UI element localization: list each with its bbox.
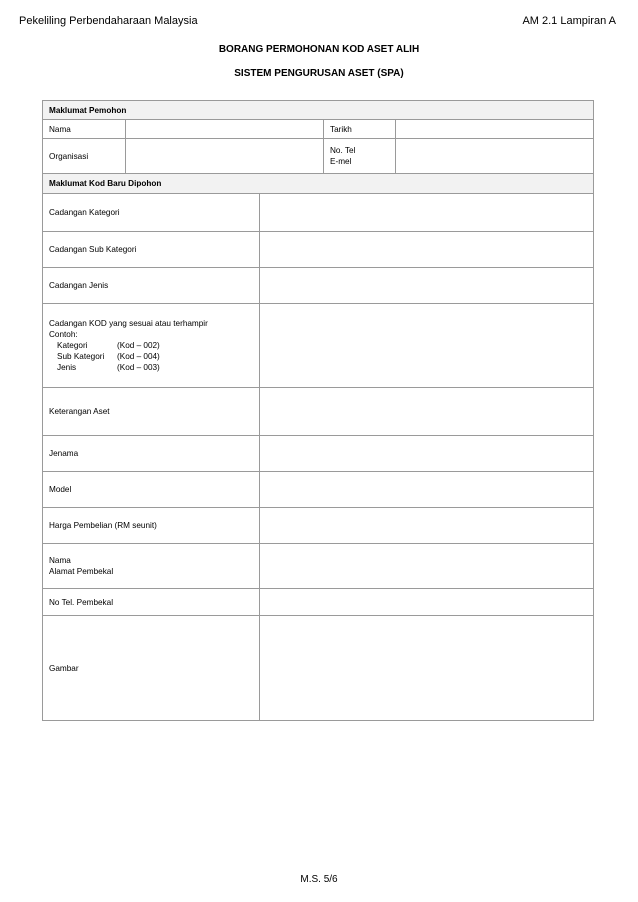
label-contact — [324, 139, 396, 174]
input-cadangan-kategori[interactable] — [260, 194, 594, 232]
input-jenama[interactable] — [260, 436, 594, 472]
label-cadangan-jenis: Cadangan Jenis — [43, 268, 260, 304]
input-tarikh[interactable] — [396, 120, 594, 139]
section-heading-row — [43, 101, 594, 120]
table-row — [43, 508, 594, 544]
input-contact[interactable] — [396, 139, 594, 174]
section-heading-row — [43, 174, 594, 194]
label-alamat-pembekal: Alamat Pembekal — [49, 567, 114, 576]
input-pembekal[interactable] — [260, 544, 594, 589]
form-subtitle: SISTEM PENGURUSAN ASET (SPA) — [234, 68, 404, 79]
page-number: M.S. 5/6 — [300, 874, 338, 885]
section-heading-pemohon: Maklumat Pemohon — [43, 101, 594, 120]
form-title: BORANG PERMOHONAN KOD ASET ALIH — [218, 44, 420, 55]
input-harga-pembelian[interactable] — [260, 508, 594, 544]
label-no-tel: No. Tel — [330, 146, 356, 155]
label-tarikh: Tarikh — [324, 120, 396, 139]
header-left: Pekeliling Perbendaharaan Malaysia — [19, 15, 198, 27]
label-cadangan-kod — [43, 304, 260, 388]
table-row — [43, 120, 594, 139]
table-row — [43, 616, 594, 721]
table-row — [43, 139, 594, 174]
input-keterangan-aset[interactable] — [260, 388, 594, 436]
table-row — [43, 388, 594, 436]
input-gambar[interactable] — [260, 616, 594, 721]
input-cadangan-jenis[interactable] — [260, 268, 594, 304]
label-cadangan-sub-kategori: Cadangan Sub Kategori — [43, 232, 260, 268]
label-nama-pembekal: Nama — [49, 556, 71, 565]
contoh-text: Contoh: — [49, 330, 78, 339]
input-organisasi[interactable] — [126, 139, 324, 174]
label-gambar: Gambar — [43, 616, 260, 721]
label-emel: E-mel — [330, 157, 352, 166]
example-sub-kategori: Sub Kategori (Kod – 004) — [57, 352, 160, 361]
table-row — [43, 268, 594, 304]
input-cadangan-sub-kategori[interactable] — [260, 232, 594, 268]
label-pembekal — [43, 544, 260, 589]
table-row — [43, 194, 594, 232]
label-no-tel-pembekal: No Tel. Pembekal — [43, 589, 260, 616]
example-jenis: Jenis (Kod – 003) — [57, 363, 160, 372]
input-cadangan-kod[interactable] — [260, 304, 594, 388]
table-row — [43, 589, 594, 616]
label-organisasi: Organisasi — [43, 139, 126, 174]
table-row — [43, 544, 594, 589]
header-right: AM 2.1 Lampiran A — [522, 15, 616, 27]
label-cadangan-kategori: Cadangan Kategori — [43, 194, 260, 232]
section-heading-kod-baru: Maklumat Kod Baru Dipohon — [43, 174, 594, 194]
label-harga-pembelian: Harga Pembelian (RM seunit) — [43, 508, 260, 544]
input-nama[interactable] — [126, 120, 324, 139]
application-form-table — [42, 100, 594, 721]
input-no-tel-pembekal[interactable] — [260, 589, 594, 616]
label-nama: Nama — [43, 120, 126, 139]
input-model[interactable] — [260, 472, 594, 508]
table-row — [43, 232, 594, 268]
label-jenama: Jenama — [43, 436, 260, 472]
label-keterangan-aset: Keterangan Aset — [43, 388, 260, 436]
example-kategori: Kategori (Kod – 002) — [57, 341, 160, 350]
table-row — [43, 472, 594, 508]
label-model: Model — [43, 472, 260, 508]
table-row — [43, 436, 594, 472]
table-row — [43, 304, 594, 388]
cadangan-kod-text: Cadangan KOD yang sesuai atau terhampir — [49, 319, 208, 328]
